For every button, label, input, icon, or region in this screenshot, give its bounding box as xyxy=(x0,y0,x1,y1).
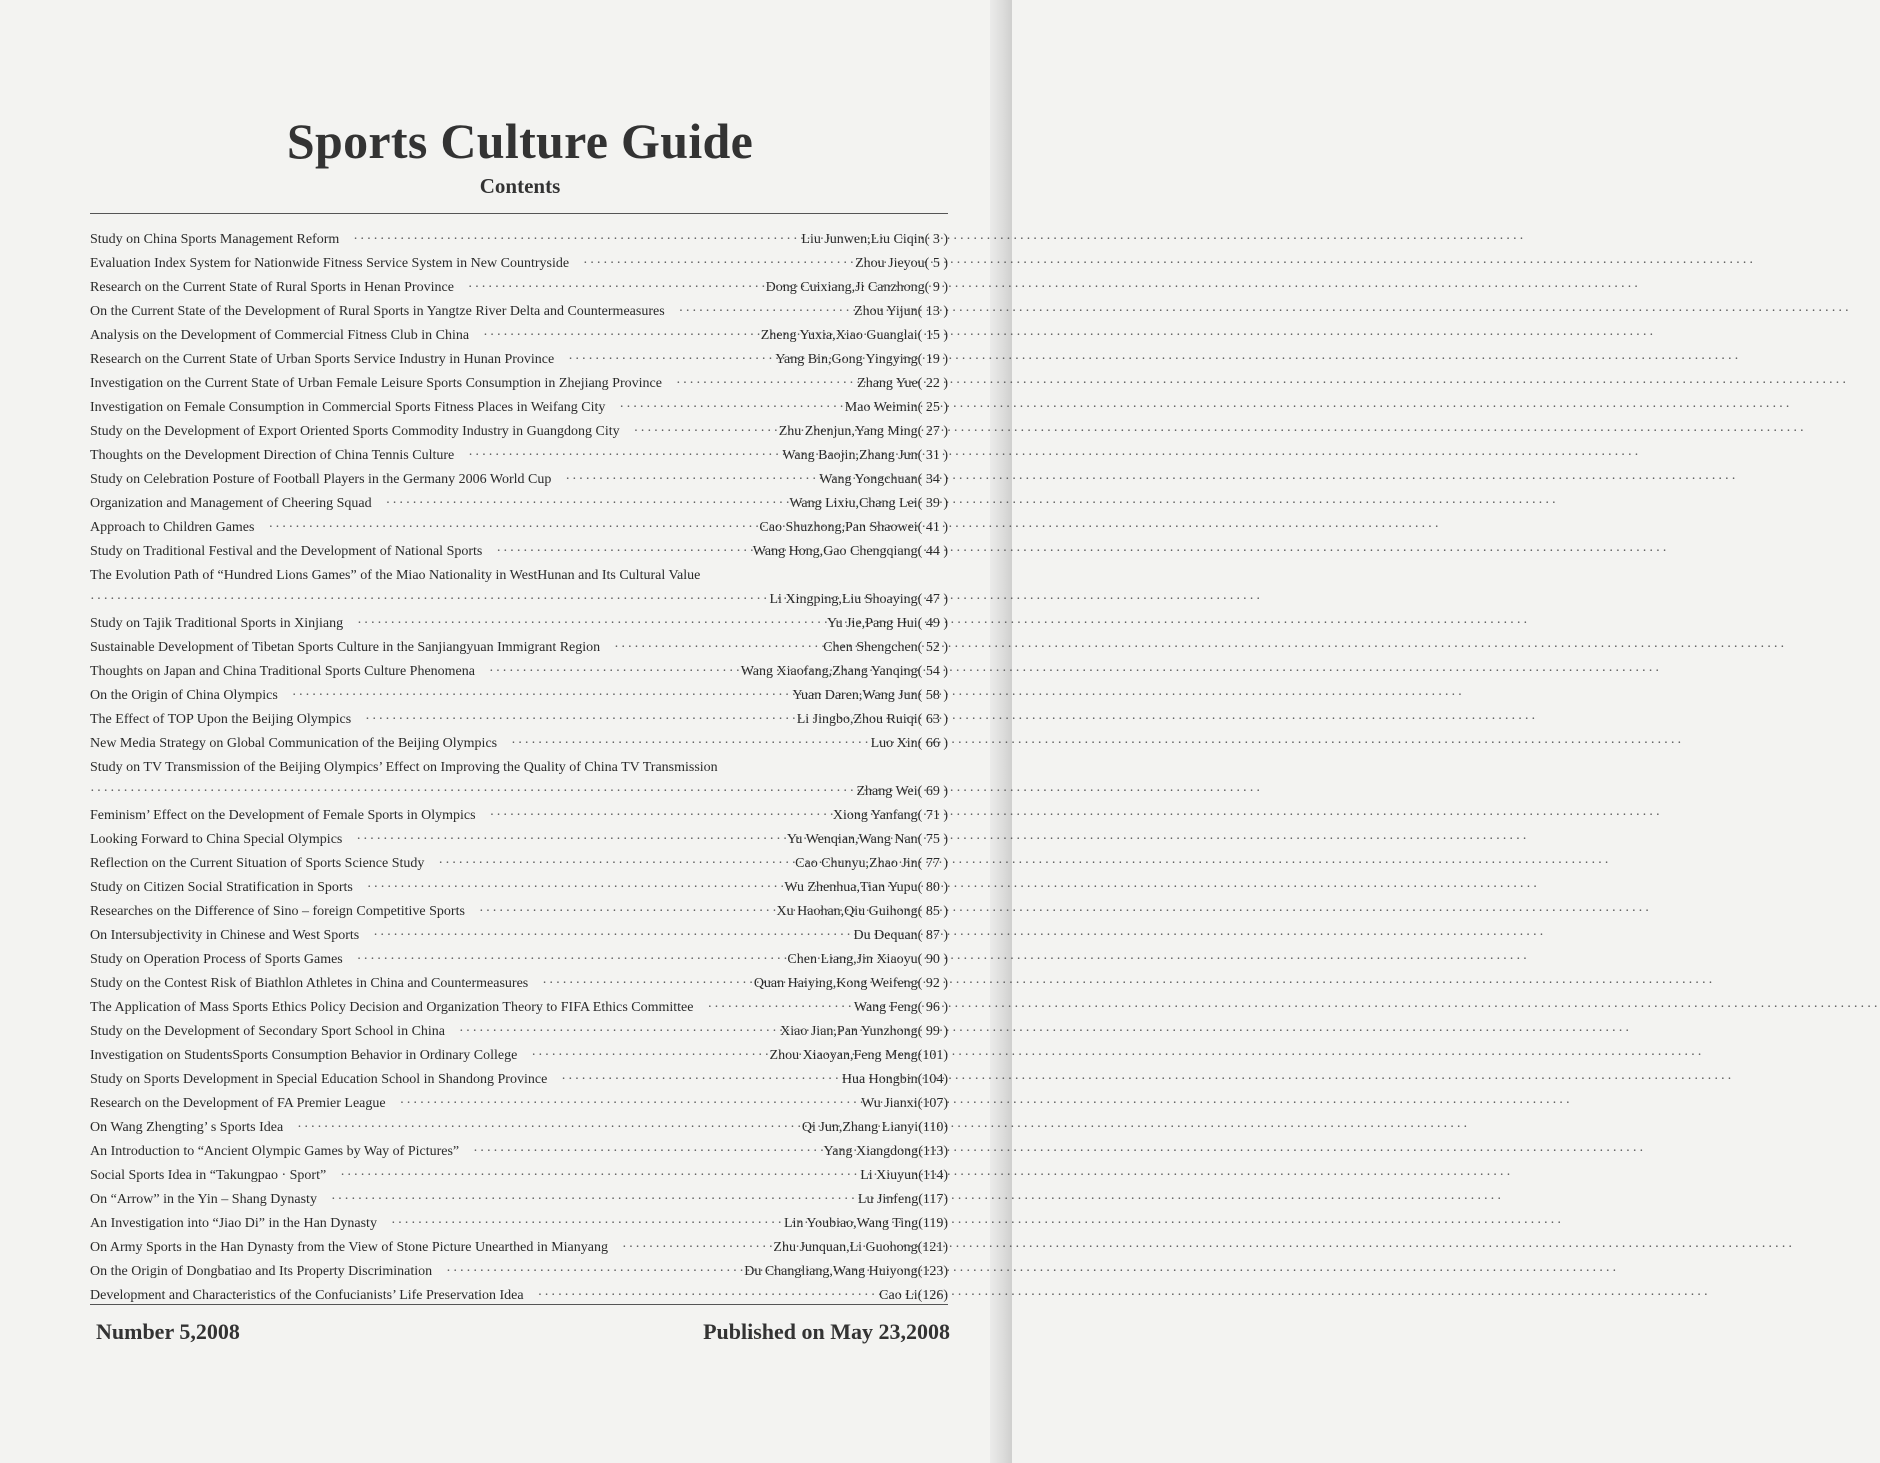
toc-entry-page: (107) xyxy=(917,1096,948,1111)
toc-entry xyxy=(90,324,948,348)
toc-entry-author: Zhu Junquan,Li Guohong xyxy=(773,1240,918,1255)
toc-leader-dots xyxy=(340,1164,854,1188)
toc-entry-title: Study on Citizen Social Stratification in Sports xyxy=(90,880,353,895)
toc-entry xyxy=(90,1236,948,1260)
toc-entry-page: ( 92 ) xyxy=(917,976,948,991)
toc-entry-author: Zheng Yuxia,Xiao Guanglai xyxy=(760,328,918,343)
toc-leader-dots xyxy=(356,828,780,852)
toc-entry-page: (126) xyxy=(917,1288,948,1303)
toc-entry-author: Lu Jinfeng xyxy=(857,1192,919,1207)
toc-entry-title: Study on Celebration Posture of Football Players in the Germany 2006 World Cup xyxy=(90,472,552,487)
top-divider xyxy=(90,213,948,214)
toc-entry-row xyxy=(90,1068,948,1092)
toc-entry-author: Zhou Yijun xyxy=(854,304,918,319)
toc-entry-row xyxy=(90,420,948,444)
toc-entry-row xyxy=(90,1020,948,1044)
toc-entry-author: Chen Shengchen xyxy=(823,640,918,655)
toc-entry-author: Zhang Yue xyxy=(857,376,918,391)
toc-entry-page: ( 96 ) xyxy=(917,1000,948,1015)
toc-leader-dots xyxy=(353,228,795,252)
toc-entry-row xyxy=(90,684,948,708)
toc-entry xyxy=(90,1188,948,1212)
toc-leader-dots xyxy=(614,636,817,660)
toc-leader-dots xyxy=(90,588,764,612)
issue-number: Number 5,2008 xyxy=(96,1319,240,1344)
toc-entry-title: An Introduction to “Ancient Olympic Games by Way of Pictures” xyxy=(90,1144,460,1159)
toc-entry-title: Study on Sports Development in Special Education School in Shandong Province xyxy=(90,1072,548,1087)
toc-entry xyxy=(90,1260,948,1284)
toc-entry xyxy=(90,900,948,924)
toc-entry-page: ( 5 ) xyxy=(924,256,948,271)
toc-entry-title: Research on the Current State of Urban Sports Service Industry in Hunan Province xyxy=(90,352,555,367)
toc-leader-dots xyxy=(400,1092,855,1116)
toc-entry xyxy=(90,348,948,372)
toc-leader-dots xyxy=(386,492,784,516)
toc-entry-title: On the Current State of the Development of Rural Sports in Yangtze River Delta and Countermeasures xyxy=(90,304,665,319)
toc-entry xyxy=(90,684,948,708)
toc-entry-row xyxy=(90,372,948,396)
toc-entry-author: Wu Zhenhua,Tian Yupu xyxy=(784,880,918,895)
toc-entry xyxy=(90,636,948,660)
toc-entry-title: Study on China Sports Management Reform xyxy=(90,232,340,247)
toc-entry-page: (110) xyxy=(918,1120,948,1135)
toc-entry-author: Chen Liang,Jin Xiaoyu xyxy=(787,952,918,967)
toc-entry-page: ( 52 ) xyxy=(917,640,948,655)
toc-entry xyxy=(90,924,948,948)
toc-entry-author: Wang Baojin,Zhang Jun xyxy=(782,448,918,463)
toc-entry-row xyxy=(90,804,948,828)
toc-leader-dots xyxy=(679,300,848,324)
toc-leader-dots xyxy=(707,996,847,1020)
toc-entry-row xyxy=(90,1188,948,1212)
toc-entry-title: The Application of Mass Sports Ethics Policy Decision and Organization Theory to FIFA Ethics Committee xyxy=(90,1000,694,1015)
toc-leader-dots xyxy=(496,540,746,564)
toc-entry-row xyxy=(90,348,948,372)
toc-entry-row xyxy=(90,828,948,852)
toc-leader-dots xyxy=(619,396,838,420)
toc-entry-author: Luo Xin xyxy=(870,736,918,751)
toc-entry-row xyxy=(90,540,948,564)
toc-entry-page: ( 63 ) xyxy=(917,712,948,727)
toc-entry-row xyxy=(90,1116,948,1140)
toc-entry xyxy=(90,396,948,420)
toc-entry xyxy=(90,1116,948,1140)
toc-entry-row xyxy=(90,588,948,612)
toc-entry xyxy=(90,756,948,804)
toc-entry xyxy=(90,612,948,636)
toc-entry-page: ( 58 ) xyxy=(917,688,948,703)
toc-entry-page: (101) xyxy=(917,1048,948,1063)
toc-leader-dots xyxy=(490,804,827,828)
toc-entry-row xyxy=(90,708,948,732)
toc-entry-title: Investigation on the Current State of Urban Female Leisure Sports Consumption in Zhejiang Province xyxy=(90,376,662,391)
toc-entry xyxy=(90,444,948,468)
toc-entry xyxy=(90,828,948,852)
toc-entry-title: New Media Strategy on Global Communication of the Beijing Olympics xyxy=(90,736,498,751)
toc-entry-title: Study on the Contest Risk of Biathlon Athletes in China and Countermeasures xyxy=(90,976,529,991)
toc-entry xyxy=(90,468,948,492)
journal-title: Sports Culture Guide xyxy=(286,113,754,169)
toc-leader-dots xyxy=(268,516,753,540)
publish-date: Published on May 23,2008 xyxy=(703,1319,950,1344)
toc-entry-row xyxy=(90,732,948,756)
toc-entry-page: ( 90 ) xyxy=(917,952,948,967)
toc-entry-page: ( 22 ) xyxy=(917,376,948,391)
toc-entry-author: Liu Junwen,Liu Ciqin xyxy=(801,232,925,247)
toc-entry xyxy=(90,972,948,996)
toc-entry xyxy=(90,276,948,300)
toc-leader-dots xyxy=(561,1068,836,1092)
toc-entry-title: Study on the Development of Export Oriented Sports Commodity Industry in Guangdong City xyxy=(90,424,620,439)
toc-entry-row xyxy=(90,492,948,516)
toc-entry-row xyxy=(90,1140,948,1164)
toc-entry-author: Cao Shuzhong,Pan Shaowei xyxy=(759,520,918,535)
toc-entry-page: ( 54 ) xyxy=(917,664,948,679)
toc-entry-page: ( 15 ) xyxy=(917,328,948,343)
toc-entry xyxy=(90,1140,948,1164)
toc-entry-row xyxy=(90,996,948,1020)
toc-entry-row xyxy=(90,780,948,804)
toc-entry-author: Zhou Jieyou xyxy=(855,256,925,271)
toc-entry xyxy=(90,492,948,516)
toc-entry-title: Organization and Management of Cheering Squad xyxy=(90,496,372,511)
toc-entry xyxy=(90,804,948,828)
toc-entry-title: The Evolution Path of “Hundred Lions Games” of the Miao Nationality in WestHunan and Its Cultural Value xyxy=(90,568,701,583)
toc-entry-row xyxy=(90,276,948,300)
toc-entry-row xyxy=(90,228,948,252)
toc-entry xyxy=(90,1068,948,1092)
toc-entry-page: ( 87 ) xyxy=(917,928,948,943)
toc-leader-dots xyxy=(446,1260,738,1284)
toc-entry xyxy=(90,1020,948,1044)
toc-entry-title: Reflection on the Current Situation of Sports Science Study xyxy=(90,856,425,871)
toc-leader-dots xyxy=(391,1212,778,1236)
toc-entry-row xyxy=(90,876,948,900)
toc-entry-page: ( 77 ) xyxy=(917,856,948,871)
toc-entry-author: Zhu Zhenjun,Yang Ming xyxy=(778,424,918,439)
toc-entry-author: Mao Weimin xyxy=(844,400,918,415)
toc-entry xyxy=(90,948,948,972)
toc-entry xyxy=(90,660,948,684)
toc-entry xyxy=(90,708,948,732)
toc-leader-dots xyxy=(331,1188,852,1212)
toc-entry-author: Hua Hongbin xyxy=(841,1072,918,1087)
toc-leader-dots xyxy=(90,780,850,804)
toc-entry-author: Li Jingbo,Zhou Ruiqi xyxy=(796,712,918,727)
toc-leader-dots xyxy=(568,348,769,372)
toc-leader-dots xyxy=(622,1236,767,1260)
toc-entry-author: Lin Youbiao,Wang Ting xyxy=(783,1216,919,1231)
toc-entry-title: Investigation on StudentsSports Consumption Behavior in Ordinary College xyxy=(90,1048,518,1063)
toc-entry-row xyxy=(90,948,948,972)
toc-leader-dots xyxy=(479,900,771,924)
toc-entry-page: ( 39 ) xyxy=(917,496,948,511)
toc-entry-title: Research on the Current State of Rural Sports in Henan Province xyxy=(90,280,454,295)
toc-leader-dots xyxy=(459,1020,774,1044)
toc-entry-page: (104) xyxy=(917,1072,948,1087)
toc-entry-title: An Investigation into “Jiao Di” in the Han Dynasty xyxy=(90,1216,377,1231)
toc-entry-title: Study on TV Transmission of the Beijing Olympics’ Effect on Improving the Quality of China TV Transmission xyxy=(90,760,718,775)
toc-entry-row xyxy=(90,636,948,660)
toc-entry-row xyxy=(90,924,948,948)
toc-entry-title: On the Origin of Dongbatiao and Its Property Discrimination xyxy=(90,1264,433,1279)
toc-entry-title: Feminism’ Effect on the Development of Female Sports in Olympics xyxy=(90,808,476,823)
toc-leader-dots xyxy=(531,1044,763,1068)
toc-entry-row xyxy=(90,1260,948,1284)
toc-entry-page: ( 13 ) xyxy=(917,304,948,319)
toc-entry-title: Thoughts on Japan and China Traditional Sports Culture Phenomena xyxy=(90,664,475,679)
toc-entry-title: Researches on the Difference of Sino – foreign Competitive Sports xyxy=(90,904,465,919)
toc-entry-page: (121) xyxy=(917,1240,948,1255)
toc-entry-row xyxy=(90,1044,948,1068)
toc-entry-page: ( 85 ) xyxy=(917,904,948,919)
toc-entry-author: Xu Haohan,Qiu Guihong xyxy=(776,904,918,919)
toc-entry-author: Wang Hong,Gao Chengqiang xyxy=(752,544,918,559)
toc-entry-title: On “Arrow” in the Yin – Shang Dynasty xyxy=(90,1192,317,1207)
toc-leader-dots xyxy=(489,660,735,684)
toc-entry-author: Yu Wenqian,Wang Nan xyxy=(786,832,918,847)
toc-entry-row xyxy=(90,972,948,996)
toc-entry xyxy=(90,516,948,540)
toc-entry xyxy=(90,852,948,876)
toc-entry-author: Du Dequan xyxy=(853,928,918,943)
toc-entry-title: The Effect of TOP Upon the Beijing Olympics xyxy=(90,712,352,727)
toc-entry-author: Quan Haiying,Kong Weifeng xyxy=(753,976,918,991)
toc-entry-author: Yuan Daren,Wang Jun xyxy=(792,688,918,703)
toc-entry-page: ( 31 ) xyxy=(917,448,948,463)
toc-entry-title: On Wang Zhengting’ s Sports Idea xyxy=(90,1120,284,1135)
toc-leader-dots xyxy=(565,468,813,492)
toc-entry-page: ( 44 ) xyxy=(917,544,948,559)
toc-entry-title: Study on Traditional Festival and the Development of National Sports xyxy=(90,544,483,559)
toc-entry-author: Yang Xiangdong xyxy=(823,1144,919,1159)
toc-entry-row xyxy=(90,468,948,492)
toc-entry-author: Wu Jianxi xyxy=(861,1096,918,1111)
toc-entry-row xyxy=(90,516,948,540)
toc-entry xyxy=(90,1164,948,1188)
toc-leader-dots xyxy=(583,252,849,276)
toc-entry-title: Research on the Development of FA Premier League xyxy=(90,1096,386,1111)
table-of-contents xyxy=(90,228,948,1308)
toc-entry xyxy=(90,300,948,324)
toc-leader-dots xyxy=(297,1116,796,1140)
toc-entry-row xyxy=(90,1236,948,1260)
toc-entry-title: Evaluation Index System for Nationwide Fitness Service System in New Countryside xyxy=(90,256,570,271)
toc-entry-author: Dong Cuixiang,Ji Canzhong xyxy=(765,280,925,295)
toc-entry-title: Study on Operation Process of Sports Games xyxy=(90,952,343,967)
toc-leader-dots xyxy=(468,444,776,468)
toc-entry-page: (123) xyxy=(917,1264,948,1279)
toc-entry-author: Wang Feng xyxy=(853,1000,918,1015)
toc-leader-dots xyxy=(468,276,760,300)
toc-entry-title: Thoughts on the Development Direction of China Tennis Culture xyxy=(90,448,455,463)
toc-entry xyxy=(90,252,948,276)
toc-entry-title: Development and Characteristics of the Confucianists’ Life Preservation Idea xyxy=(90,1288,524,1303)
toc-entry-author: Li Xingping,Liu Shoaying xyxy=(769,592,918,607)
toc-entry xyxy=(90,564,948,612)
toc-leader-dots xyxy=(511,732,865,756)
toc-entry xyxy=(90,372,948,396)
toc-entry-title: Social Sports Idea in “Takungpao · Sport” xyxy=(90,1168,327,1183)
toc-entry xyxy=(90,996,948,1020)
toc-entry-page: ( 9 ) xyxy=(924,280,948,295)
toc-leader-dots xyxy=(483,324,755,348)
toc-entry xyxy=(90,228,948,252)
toc-entry-page: (113) xyxy=(918,1144,948,1159)
contents-heading: Contents xyxy=(479,174,561,198)
toc-entry-page: ( 27 ) xyxy=(917,424,948,439)
toc-entry-page: ( 99 ) xyxy=(917,1024,948,1039)
toc-entry-row xyxy=(90,612,948,636)
toc-entry-page: ( 3 ) xyxy=(924,232,948,247)
toc-entry-title: Sustainable Development of Tibetan Sports Culture in the Sanjiangyuan Immigrant Region xyxy=(90,640,601,655)
toc-entry-row xyxy=(90,1164,948,1188)
toc-entry-page: ( 71 ) xyxy=(917,808,948,823)
toc-entry-author: Li Xiuyun xyxy=(860,1168,919,1183)
toc-entry-author: Yang Bin,Gong Yingying xyxy=(775,352,918,367)
toc-entry xyxy=(90,876,948,900)
toc-entry-row xyxy=(90,852,948,876)
toc-entry-page: ( 34 ) xyxy=(917,472,948,487)
toc-entry xyxy=(90,420,948,444)
toc-entry-page: ( 66 ) xyxy=(917,736,948,751)
toc-entry-row xyxy=(90,444,948,468)
toc-entry xyxy=(90,1212,948,1236)
toc-entry-author: Zhang Wei xyxy=(856,784,918,799)
toc-entry-page: (114) xyxy=(918,1168,948,1183)
toc-entry-page: ( 47 ) xyxy=(917,592,948,607)
toc-entry-author: Zhou Xiaoyan,Feng Meng xyxy=(769,1048,918,1063)
toc-entry-page: (117) xyxy=(918,1192,948,1207)
toc-entry-row xyxy=(90,396,948,420)
toc-entry xyxy=(90,732,948,756)
toc-entry-title: Analysis on the Development of Commercial Fitness Club in China xyxy=(90,328,470,343)
toc-entry-row xyxy=(90,660,948,684)
toc-entry-author: Cao Chunyu,Zhao Jin xyxy=(795,856,918,871)
toc-leader-dots xyxy=(292,684,787,708)
toc-leader-dots xyxy=(373,924,847,948)
toc-entry-row xyxy=(90,1092,948,1116)
toc-entry-row xyxy=(90,1212,948,1236)
toc-entry-page: ( 80 ) xyxy=(917,880,948,895)
toc-entry-page: (119) xyxy=(918,1216,948,1231)
toc-entry-author: Yu Jie,Pang Hui xyxy=(827,616,918,631)
toc-entry-title: Study on Tajik Traditional Sports in Xinjiang xyxy=(90,616,344,631)
toc-leader-dots xyxy=(542,972,748,996)
toc-entry-page: ( 49 ) xyxy=(917,616,948,631)
toc-entry-page: ( 25 ) xyxy=(917,400,948,415)
toc-leader-dots xyxy=(634,420,773,444)
toc-leader-dots xyxy=(357,948,782,972)
toc-entry-row xyxy=(90,900,948,924)
toc-entry-author: Xiong Yanfang xyxy=(832,808,918,823)
toc-entry-author: Wang Lixiu,Chang Lei xyxy=(789,496,918,511)
toc-entry-author: Du Changliang,Wang Huiyong xyxy=(744,1264,918,1279)
toc-entry-title: On Army Sports in the Han Dynasty from the View of Stone Picture Unearthed in Mianyang xyxy=(90,1240,608,1255)
toc-leader-dots xyxy=(367,876,778,900)
toc-entry-page: ( 75 ) xyxy=(917,832,948,847)
toc-leader-dots xyxy=(438,852,789,876)
toc-entry-page: ( 19 ) xyxy=(917,352,948,367)
toc-leader-dots xyxy=(365,708,791,732)
toc-entry-page: ( 69 ) xyxy=(917,784,948,799)
toc-entry-author: Wang Yongchuan xyxy=(819,472,918,487)
toc-entry-author: Wang Xiaofang,Zhang Yanqing xyxy=(740,664,918,679)
toc-entry-author: Xiao Jian,Pan Yunzhong xyxy=(780,1024,918,1039)
toc-entry-title: Looking Forward to China Special Olympics xyxy=(90,832,343,847)
toc-entry xyxy=(90,1044,948,1068)
toc-entry xyxy=(90,540,948,564)
toc-leader-dots xyxy=(676,372,851,396)
toc-leader-dots xyxy=(357,612,821,636)
toc-entry-title: Study on the Development of Secondary Sport School in China xyxy=(90,1024,446,1039)
toc-entry-author: Cao Li xyxy=(879,1288,918,1303)
bottom-divider xyxy=(90,1304,948,1305)
toc-entry-title: On Intersubjectivity in Chinese and West Sports xyxy=(90,928,360,943)
toc-entry-title: Investigation on Female Consumption in Commercial Sports Fitness Places in Weifang City xyxy=(90,400,606,415)
toc-entry-author: Qi Jun,Zhang Lianyi xyxy=(801,1120,919,1135)
toc-entry-title: On the Origin of China Olympics xyxy=(90,688,278,703)
toc-entry xyxy=(90,1092,948,1116)
toc-entry-page: ( 41 ) xyxy=(917,520,948,535)
toc-leader-dots xyxy=(473,1140,817,1164)
toc-entry-row xyxy=(90,300,948,324)
toc-entry-row xyxy=(90,324,948,348)
toc-entry-row xyxy=(90,252,948,276)
toc-entry-title: Approach to Children Games xyxy=(90,520,255,535)
